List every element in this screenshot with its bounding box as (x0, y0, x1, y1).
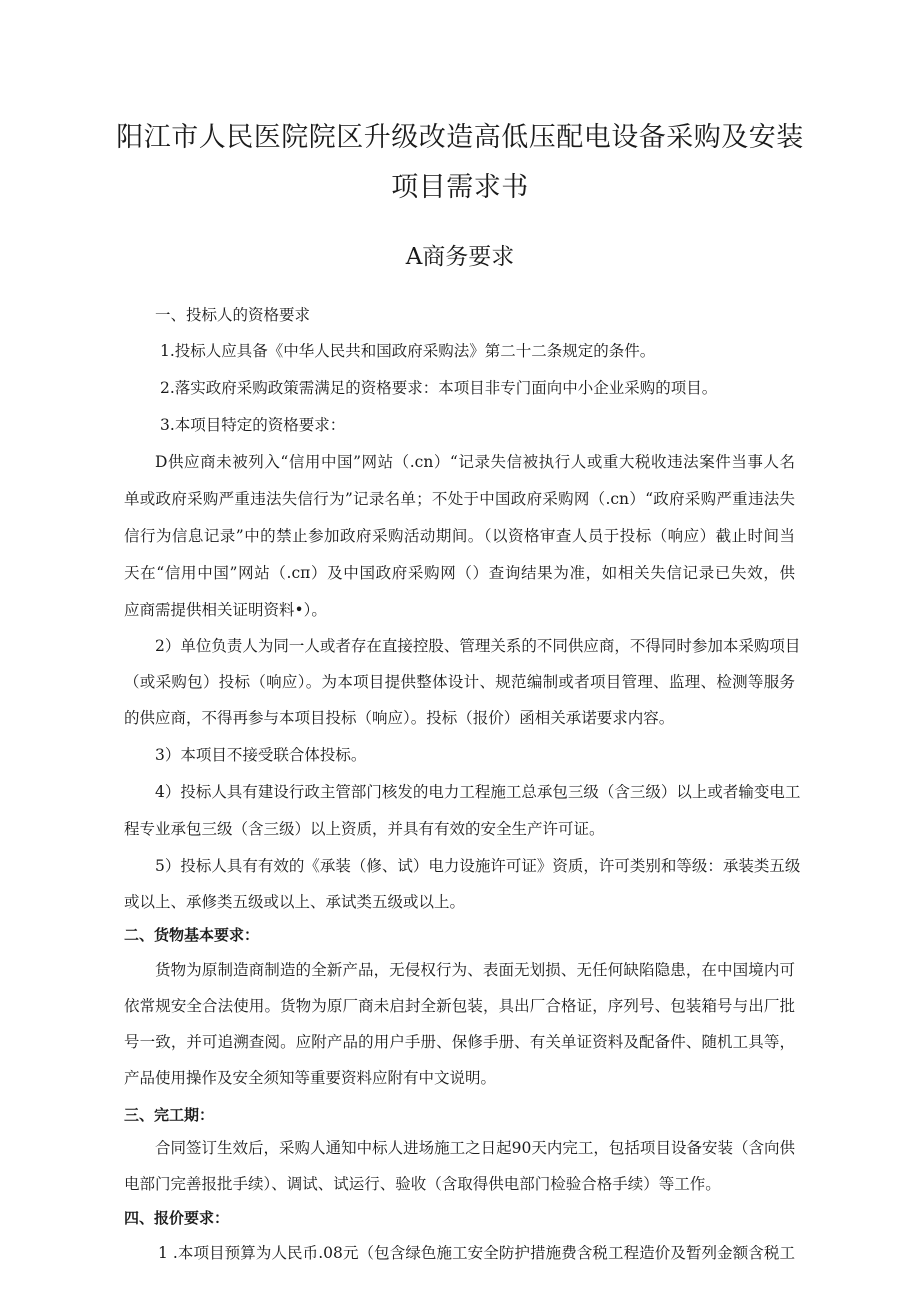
paragraph-line: 应商需提供相关证明资料•）。 (124, 601, 327, 619)
paragraph-line: 合同签订生效后，采购人通知中标人进场施工之日起90天内完工，包括项目设备安装（含向供 (155, 1139, 795, 1157)
completion-heading: 三、完工期： (124, 1106, 215, 1124)
qualification-item-1: 1.投标人应具备《中华人民共和国政府采购法》第二十二条规定的条件。 (160, 342, 656, 360)
paragraph-line: 1 .本项目预算为人民币.08元（包含绿色施工安全防护措施费含税工程造价及暂列金额含税工 (158, 1244, 795, 1262)
paragraph-line: 单或政府采购严重违法失信行为”记录名单；不处于中国政府采购网（.cn）“政府采购严重违法失 (124, 490, 795, 508)
qualification-item-2: 2.落实政府采购政策需满足的资格要求：本项目非专门面向中小企业采购的项目。 (160, 379, 718, 397)
paragraph-line: 产品使用操作及安全须知等重要资料应附有中文说明。 (124, 1069, 497, 1087)
qualification-heading: 一、投标人的资格要求 (155, 306, 311, 324)
paragraph-line: 程专业承包三级（含三级）以上资质，并具有有效的安全生产许可证。 (124, 820, 605, 838)
document-title-line-2: 项目需求书 (391, 172, 529, 203)
paragraph-line: 号一致，并可追溯查阅。应附产品的用户手册、保修手册、有关单证资料及配备件、随机工具等， (124, 1033, 795, 1051)
paragraph-line: 的供应商，不得再参与本项目投标（响应）。投标（报价）函相关承诺要求内容。 (124, 709, 675, 727)
paragraph-line: （或采购包）投标（响应）。为本项目提供整体设计、规范编制或者项目管理、监理、检测等服务 (124, 673, 795, 691)
paragraph-line: 5）投标人具有有效的《承装（修、试）电力设施许可证》资质，许可类别和等级：承装类五级 (155, 857, 801, 875)
document-title-line-1: 阳江市人民医院院区升级改造高低压配电设备采购及安装 (116, 122, 804, 153)
section-title: A商务要求 (405, 244, 515, 270)
paragraph-line: D供应商未被列入“信用中国”网站（.cn）“记录失信被执行人或重大税收违法案件当事人名 (155, 453, 795, 471)
paragraph-line: 4）投标人具有建设行政主管部门核发的电力工程施工总承包三级（含三级）以上或者输变电工 (155, 783, 801, 801)
goods-heading: 二、货物基本要求： (124, 926, 260, 944)
paragraph-line: 或以上、承修类五级或以上、承试类五级或以上。 (124, 893, 466, 911)
qualification-item-3: 3.本项目特定的资格要求： (160, 416, 346, 434)
paragraph-line: 3）本项目不接受联合体投标。 (155, 746, 367, 764)
quote-heading: 四、报价要求： (124, 1209, 230, 1227)
paragraph-line: 信行为信息记录”中的禁止参加政府采购活动期间。（以资格审查人员于投标（响应）截止时间当 (124, 527, 795, 545)
paragraph-line: 天在“信用中国”网站（.cπ）及中国政府采购网（）查询结果为准，如相关失信记录已失效，供 (124, 564, 795, 582)
paragraph-line: 依常规安全合法使用。货物为原厂商未启封全新包装，具出厂合格证，序列号、包装箱号与出厂批 (124, 997, 795, 1015)
paragraph-line: 2）单位负责人为同一人或者存在直接控股、管理关系的不同供应商，不得同时参加本采购项目 (155, 637, 801, 655)
paragraph-line: 货物为原制造商制造的全新产品，无侵权行为、表面无划损、无任何缺陷隐患，在中国境内可 (155, 961, 795, 979)
paragraph-line: 电部门完善报批手续）、调试、试运行、验收（含取得供电部门检验合格手续）等工作。 (124, 1175, 721, 1193)
